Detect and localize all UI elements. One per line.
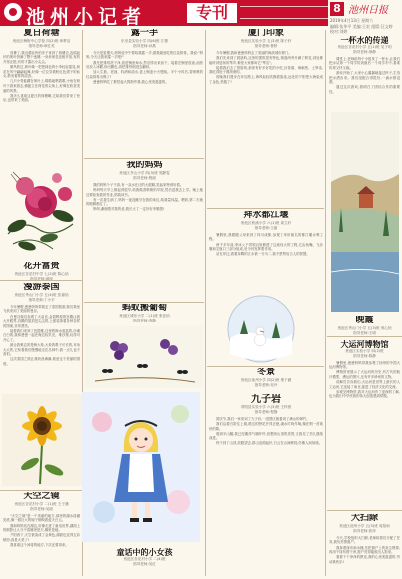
ant-grapes-drawing (85, 326, 203, 388)
article-byline: 贵池区杏花村中学 七(2)班 陈心怡 (14, 271, 69, 276)
paragraph: 我喜欢这个神奇的地方,下次还要再来。 (10, 542, 69, 547)
paragraph: 几只小青蛙蹲在荷叶上,呱呱地唱着歌,小鱼在荷叶下游来游去,蜻蜓立在荷花的尖角上,好像在欣赏美丽的风景。 (3, 79, 80, 93)
article-title: 大运河博物馆 (340, 340, 389, 349)
section-rule (327, 336, 402, 337)
article-yishou (86, 29, 203, 157)
article-daji (329, 514, 400, 576)
paragraph: 两千多年前,李冰父子带领百姓修建了这座伟大的工程,它由鱼嘴、飞沙堰和宝瓶口三部分组成,至今仍发挥着作用。 (209, 242, 323, 252)
section-rule (0, 280, 82, 281)
article-title: 蚂蚁搬葡萄 (121, 304, 167, 313)
column-rule (205, 30, 206, 576)
article-yibei (329, 36, 400, 108)
article-byline: 指导老师:程丽 (133, 175, 156, 180)
paragraph: 放暑了,我迈着轻快的步子来到了荷塘边,连绵起伏的荷叶挤满了整个池塘,一朵朵荷花竞相开放,有的开得正艳,有的才露出小尖尖。 (3, 50, 80, 65)
article-byline: 贵池区秀山门小学 五(4)班 张嘉怡 (14, 292, 69, 297)
masthead-title: 池州小记者 (26, 6, 147, 28)
article-title: 一杯水的传递 (340, 36, 389, 45)
special-label: 专刊 (187, 3, 237, 23)
article-byline: 指导老师:王明 (353, 330, 376, 335)
paragraph: 我们先来到了鼓浪屿,这里的建筑很有特色,街道两旁开满了鲜花,到处都能听到悠扬的琴声,难怪大家都叫它"琴岛"。 (209, 55, 323, 65)
paragraph: 在曼谷我们参观了大皇宫,金碧辉煌的宫殿让我大开眼界,宫殿的屋顶是尖尖的,上面装饰着各种各样的图案,非常漂亮。 (3, 314, 80, 328)
paragraph: 国庆节,我们一家来到了九子岩,一进景区就看到了满山的翠竹。 (216, 417, 310, 421)
paragraph: 妈妈每天早上都起得很早,给我做香喷喷的早饭,然后送我去上学。晚上她还要检查我的作业,陪我读书。 (86, 187, 203, 197)
paragraph: 最让我难忘的是骑大象,大象的鼻子长长的,耳朵大大的,它驮着我们慢慢地走在丛林中,我一点儿也不害怕。 (3, 343, 80, 357)
article-byline: 指导老师:孙燕 (133, 43, 156, 48)
article-body (3, 514, 80, 548)
article-byline: 贵池区秀山门小学 五(3)班 何心怡 (337, 325, 392, 330)
section-rule (327, 510, 402, 511)
article-body (209, 417, 323, 446)
article-byline: 指导老师:徐静 (353, 49, 376, 54)
alice-drawing (82, 392, 200, 542)
section-rule (0, 490, 82, 491)
paragraph: 我和妈妈站在湖边,好像走进了童话世界,湖面上的倒影让人分不清哪里是天,哪里是地。 (3, 523, 80, 533)
article-body (209, 51, 323, 85)
article-tonghua (86, 548, 203, 576)
article-byline: 贵池区杏花村小学 五(1)班 吴子玥 (337, 44, 392, 49)
section-rule (84, 158, 204, 159)
paragraph: 站在岸边,看着奔腾的江水被一分为二,我不禁赞叹古人的智慧。 (216, 252, 310, 257)
paragraph: 通过这次游戏,我明白了团结合作的重要性。 (329, 85, 400, 94)
paragraph: 今年暑假,爸爸妈妈带我去了泰国旅游,我们乘坐飞机来到了美丽的曼谷。 (3, 304, 80, 314)
paragraph: 加入生抽、老抽、料酒和清水,盖上锅盖小火慢炖。半个小时后,香喷喷的红烧排骨出锅了! (86, 70, 203, 79)
masthead-rule (240, 18, 328, 19)
paragraph: 今天,学校组织大扫除,老师给我们分配了任务,我负责擦窗户。 (329, 535, 400, 545)
article-byline: 贵池区池州小学 四(2)班 邢子涵 (240, 377, 292, 382)
page-number: 8 (330, 2, 344, 16)
article-mama (86, 161, 203, 301)
landscape-painting (331, 112, 399, 312)
paragraph: 我的妈妈个子不高,有一双水汪汪的大眼睛,笑起来特别好看。 (93, 182, 184, 187)
paragraph: 讲解员告诉我们,大运河是世界上最长的人工运河,它连接了南北,促进了经济文化的交流。 (329, 380, 400, 389)
paragraph: "天空之镜"是一个美丽的地方,那里的湖水清澈见底,像一面巨大的镜子倒映着蓝天白云。 (3, 513, 80, 523)
article-title: 拜水都江堰 (243, 211, 289, 220)
article-byline: 指导老师:吴丽 (30, 506, 53, 511)
paragraph: 我拿着抹布和水桶,先把窗户上的灰尘擦掉,再用干抹布擦干净,窗户亮得能照出人影来。 (329, 545, 400, 555)
article-mayi (86, 304, 203, 322)
article-title: 漫游泰国 (23, 283, 60, 292)
paragraph: 今年暑假,我和爸爸妈妈去了美丽的海滨城市厦门。 (216, 50, 292, 55)
article-byline: 贵池区杏花村小学 二(1)班 王子涵 (14, 501, 69, 506)
logo-icon (4, 3, 22, 21)
article-byline: 指导老师:丁小平 (28, 297, 55, 302)
article-byline: 贵池区池州小学 五(3)班 周星雨 (339, 523, 390, 528)
article-title: 冬景 (256, 368, 275, 377)
paragraph: 有一次我生病了,妈妈一夜没睡守在我的床边,给我量体温、喂药,第二天她的眼睛都红了。 (86, 197, 203, 207)
article-byline: 指导老师:鲁婷 (254, 43, 278, 48)
article-title: 厦门印象 (247, 29, 284, 38)
paper-date: 2019年4月13日 星期六 (330, 18, 374, 23)
article-body (3, 51, 80, 103)
paragraph: 参观完博物馆,我对大运河有了更深的了解,也为我们中华民族的伟大创造感到骄傲。 (329, 389, 400, 399)
paragraph: 今天是星期天,妈妈说中午要给我露一手,做我最爱吃的红烧排骨。我说:"妈妈,今天让我来露一手吧!" (86, 50, 203, 60)
article-body (3, 305, 80, 367)
article-jiuzi (209, 394, 323, 576)
paragraph: 课堂上,老师给每个小组发了一杯水,让我们把水从第一个同学传到最后一个同学手中,看谁传得又快又稳。 (329, 56, 400, 70)
article-byline: 指导老师:程静 (254, 410, 278, 414)
column-rule (325, 30, 326, 576)
article-title: 露一手 (130, 29, 158, 38)
article-wanxia (329, 316, 400, 336)
article-byline: 指导老师:吴红 (133, 561, 156, 566)
paragraph: 夕阳西下,天空被染成了金黄色,湖面也变得五彩缤纷,真是太美了! (3, 533, 80, 542)
article-xiahou (3, 29, 80, 161)
article-byline: 指导老师:王丽 (254, 225, 278, 230)
article-body (86, 183, 203, 212)
paragraph: 妈妈,谢谢您对我的爱,我长大了一定好好孝顺您! (93, 207, 165, 212)
article-huakai (3, 262, 80, 280)
paragraph: 我们沿着石阶往上爬,路边的野花开得正艳,溪水叮咚作响,像在唱一首欢快的歌。 (209, 422, 323, 431)
article-body (329, 536, 400, 565)
article-body (329, 361, 400, 399)
paragraph: 博物馆里展示了大运河的历史,有古代的船只模型、漕运的图片,还有许多珍贵的文物。 (329, 370, 400, 380)
winter-painting (226, 294, 296, 364)
paragraph: 接着我们去了曾厝垵,那里有好多好吃的小吃,沙茶面、海蛎煎、土笋冻,我吃得肚子圆滚滚的。 (209, 65, 323, 75)
paragraph: 游戏开始了,大家小心翼翼地接过杯子,生怕把水洒出来。我们组配合得很好,一滴水都没洒。 (329, 71, 400, 85)
paragraph: 暑假里,爸爸妈妈带我参观了扬州的中国大运河博物馆。 (329, 360, 400, 370)
article-byline: 东至县实验小学 四(6)班 江蕾 (121, 38, 168, 43)
article-title: 晚霞 (355, 316, 374, 325)
article-tiankong (3, 492, 80, 576)
article-title: 天空之镜 (23, 492, 60, 501)
paragraph: 傍晚我们漫步在环岛路上,海风轻轻吹拂着脸庞,远处的夕阳把大海染成了金色,美极了! (209, 75, 323, 84)
section-rule (84, 302, 204, 303)
article-title: 花开富贵 (23, 262, 60, 271)
article-byline: 贵池区城东小学 二(1)班 张佳怡 (119, 313, 170, 318)
article-manyou (3, 283, 80, 395)
paragraph: 这次泰国之旅让我收获满满,我爱这个美丽的国度。 (3, 357, 80, 367)
article-dongjing (209, 368, 323, 390)
article-byline: 指导老师:章萍 (30, 276, 53, 280)
article-title: 九子岩 (251, 394, 281, 405)
masthead-rule (240, 6, 328, 7)
paragraph: 微风吹过,荷叶像一把把绿色的小伞轻轻摇晃,荷花在风中翩翩起舞,好像一位位穿着粉红色裙子的仙女,散发着阵阵清香。 (3, 65, 80, 79)
article-byline: 贵池区秋浦小学 六(1)班 周立轩 (240, 220, 292, 225)
article-byline: 贵池区梅街中心学校 四(2)班 章梦洁 (12, 38, 71, 43)
sunflower-painting (2, 394, 82, 486)
article-byline: 青阳县实验小学 六(3)班 王梓萱 (240, 405, 292, 409)
paragraph: 我多么喜欢这夏日的荷塘啊,它给我们带来了快乐,也带来了美丽。 (3, 93, 80, 103)
section-rule (207, 366, 324, 367)
paragraph: 看着干干净净的教室,我的心里美滋滋的,劳动真快乐! (329, 555, 400, 564)
article-byline: 指导老师:陈静 (353, 353, 376, 358)
article-baiyin (209, 211, 323, 291)
article-title: 大扫除 (350, 514, 378, 523)
article-byline: 指导老师:章红英 (28, 43, 55, 48)
paragraph: 接着我们来到了芭提雅,这里的海水蓝蓝的,沙滩白白的,我和爸爸一起在海边捡贝壳、堆沙堡,玩得可开心了。 (3, 328, 80, 343)
article-title: 童话中的小女孩 (116, 548, 173, 557)
paragraph: 终于到了山顶,放眼望去,群山连绵起伏,白云在山间缭绕,仿佛人间仙境。 (216, 441, 323, 446)
paper-proof: 校对:刘婷 (330, 29, 348, 34)
paragraph: 爸爸妈妈吃了都竖起大拇指夸我,我心里美滋滋的。 (93, 79, 169, 84)
article-body (86, 51, 203, 85)
paragraph: 暑假里,我跟随父母来到了四川成都,参观了举世闻名的都江堰水利工程。 (209, 232, 323, 242)
paper-name: 池州日报 (348, 5, 388, 16)
paper-editor: 编辑:张华平 美编:王宏 组版:汪文婷 (330, 24, 393, 29)
article-byline: 指导老师:张萍 (353, 528, 376, 533)
article-byline: 贵池区实验小学 五(3)班 陈子轩 (240, 38, 292, 43)
article-body (209, 233, 323, 257)
article-byline: 指导老师:李静 (133, 318, 156, 322)
article-body (329, 57, 400, 95)
peony-painting (3, 164, 81, 264)
paragraph: 爬到半山腰,我已经累得气喘吁吁,但想到山顶的美景,又鼓足了劲儿继续前进。 (209, 431, 323, 441)
article-xiamen (209, 29, 323, 207)
article-title: 我的妈妈 (126, 161, 163, 170)
article-byline: 贵池区齐山小学 四(3)班 郭静雯 (119, 170, 170, 175)
article-byline: 贵池区杏花村小学 二(4)班 (123, 556, 166, 561)
article-byline: 贵池区实验小学 四(2)班 (345, 348, 384, 353)
article-title: 夏日荷塘 (23, 29, 60, 38)
section-rule (207, 208, 324, 209)
article-dayun (329, 340, 400, 508)
paragraph: 我先把排骨洗干净,放进锅里焯水,然后捞出来沥干。接着在锅里放油,油热后放入冰糖,炒出糖色,再把排骨倒进去翻炒。 (86, 60, 203, 70)
article-byline: 指导老师:吴丹 (254, 382, 278, 387)
